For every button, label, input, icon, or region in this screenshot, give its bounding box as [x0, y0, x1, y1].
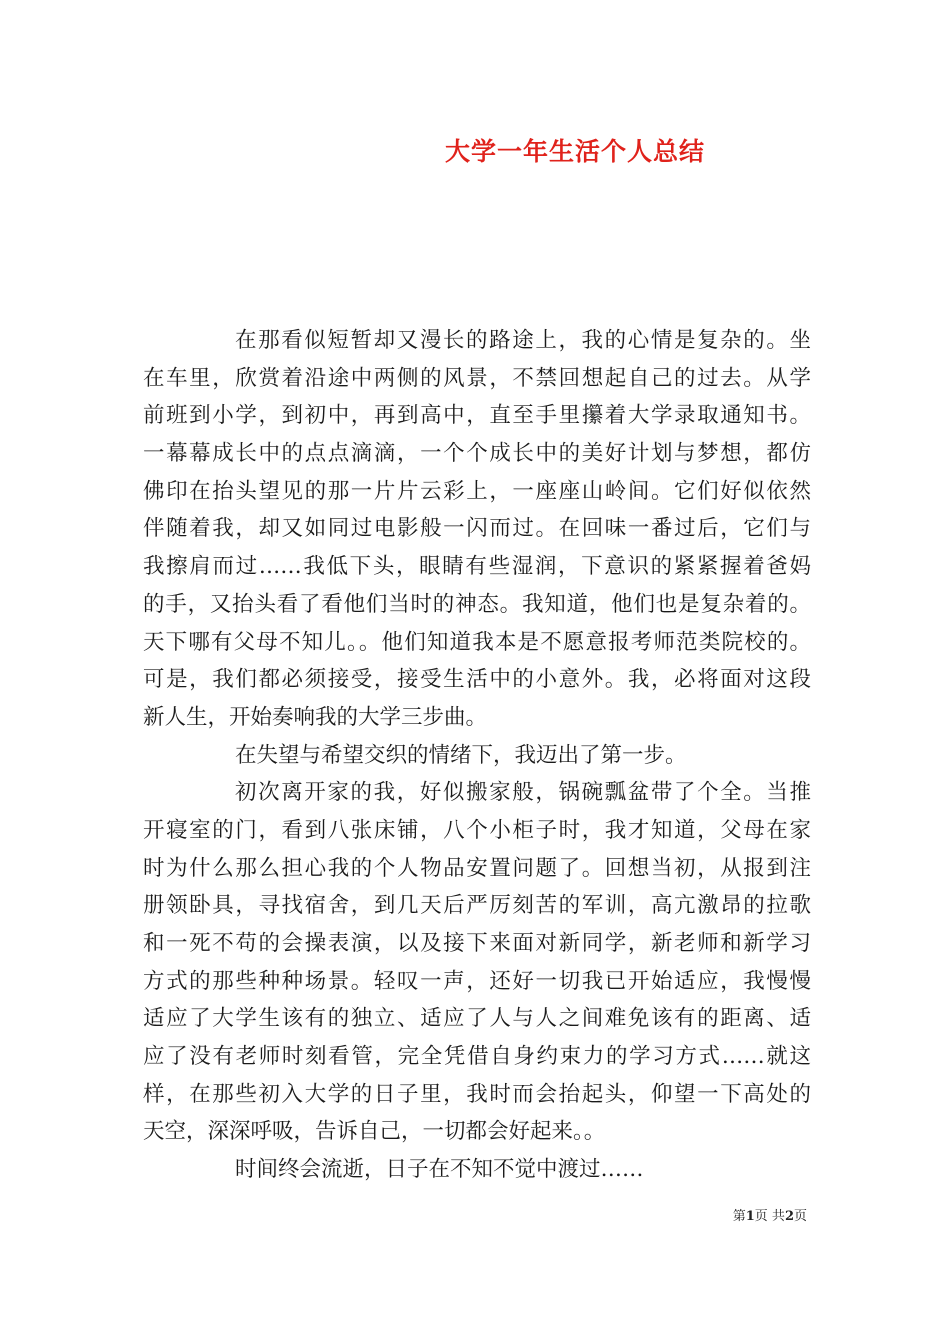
paragraph-3-line-3: 时为什么那么担心我的个人物品安置问题了。回想当初，从报到注: [143, 855, 811, 881]
paragraph-1-line-1: 在那看似短暂却又漫长的路途上，我的心情是复杂的。坐: [235, 328, 811, 353]
paragraph-3-line-2: 开寝室的门，看到八张床铺，八个小柜子时，我才知道，父母在家: [143, 817, 811, 843]
paragraph-1-line-11: 新人生，开始奏响我的大学三步曲。: [143, 704, 488, 730]
paragraph-3-line-4: 册领卧具，寻找宿舍，到几天后严厉刻苦的军训，高亢激昂的拉歌: [143, 893, 811, 919]
paragraph-1-line-3: 前班到小学，到初中，再到高中，直至手里攥着大学录取通知书。: [143, 403, 811, 429]
paragraph-1-line-5: 佛印在抬头望见的那一片片云彩上，一座座山岭间。它们好似依然: [143, 478, 811, 504]
paragraph-3-line-7: 适应了大学生该有的独立、适应了人与人之间难免该有的距离、适: [143, 1006, 811, 1032]
page-number-mid: 页 共: [754, 1209, 785, 1224]
paragraph-1-line-7: 我擦肩而过……我低下头，眼睛有些湿润，下意识的紧紧握着爸妈: [143, 554, 811, 580]
paragraph-1-line-8: 的手，又抬头看了看他们当时的神态。我知道，他们也是复杂着的。: [143, 591, 811, 617]
page-number-prefix: 第: [732, 1209, 746, 1224]
paragraph-3-line-9: 样，在那些初入大学的日子里，我时而会抬起头，仰望一下高处的: [143, 1081, 811, 1107]
page-number-suffix: 页: [793, 1209, 807, 1224]
paragraph-1-line-10: 可是，我们都必须接受，接受生活中的小意外。我，必将面对这段: [143, 667, 811, 693]
page-footer: [733, 1205, 807, 1224]
document-title: 大学一年生活个人总结: [444, 137, 705, 166]
paragraph-3-line-8: 应了没有老师时刻看管，完全凭借自身约束力的学习方式……就这: [143, 1044, 811, 1070]
paragraph-3-line-6: 方式的那些种种场景。轻叹一声，还好一切我已开始适应，我慢慢: [143, 968, 811, 994]
paragraph-3-line-10: 天空，深深呼吸，告诉自己，一切都会好起来。。: [143, 1119, 606, 1145]
document-body: [143, 322, 811, 1189]
paragraph-3-line-1: 初次离开家的我，好似搬家般，锅碗瓢盆带了个全。当推: [235, 780, 811, 806]
paragraph-1-line-2: 在车里，欣赏着沿途中两侧的风景，不禁回想起自己的过去。从学: [143, 365, 811, 391]
paragraph-4-line-1: 时间终会流逝，日子在不知不觉中渡过……: [235, 1157, 644, 1183]
paragraph-1-line-4: 一幕幕成长中的点点滴滴，一个个成长中的美好计划与梦想，都仿: [143, 441, 811, 467]
paragraph-2-line-1: 在失望与希望交织的情绪下，我迈出了第一步。: [235, 742, 687, 768]
page-number-current: 1: [745, 1209, 755, 1224]
paragraph-3-line-5: 和一死不苟的会操表演，以及接下来面对新同学，新老师和新学习: [143, 931, 811, 956]
paragraph-1-line-9: 天下哪有父母不知儿。。他们知道我本是不愿意报考师范类院校的。: [143, 629, 811, 655]
paragraph-1-line-6: 伴随着我，却又如同过电影般一闪而过。在回味一番过后，它们与: [143, 516, 811, 542]
page-number-total: 2: [784, 1209, 794, 1224]
